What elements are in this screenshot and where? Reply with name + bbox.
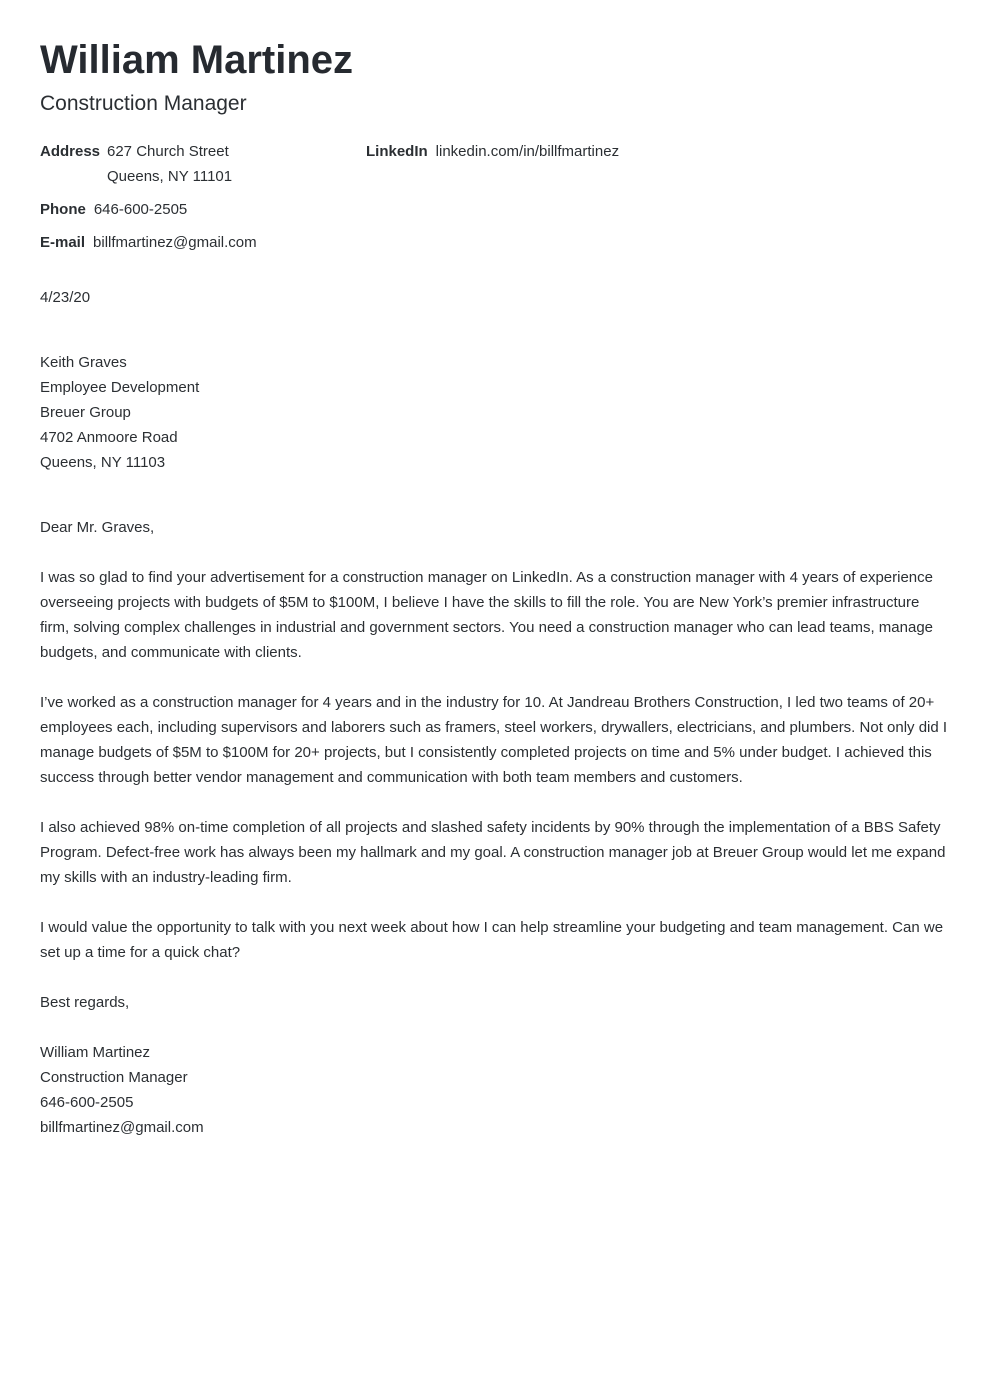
address-line-1: 627 Church Street — [107, 143, 229, 160]
email-label: E-mail — [40, 234, 86, 251]
email-value[interactable]: billfmartinez@gmail.com — [93, 234, 257, 251]
linkedin-label: LinkedIn — [366, 143, 428, 160]
email-row — [40, 230, 257, 255]
phone-row — [40, 197, 187, 222]
applicant-title: Construction Manager — [40, 92, 247, 115]
phone-value: 646-600-2505 — [93, 201, 188, 218]
recipient-name: Keith Graves — [40, 354, 127, 371]
paragraph-4: I would value the opportunity to talk with you next week about how I can help streamline your budgeting and team management. Can we set up a time for a quick chat? — [40, 919, 944, 961]
recipient-street: 4702 Anmoore Road — [40, 429, 178, 446]
paragraph-3: I also achieved 98% on-time completion of all projects and slashed safety incidents by 90% through the implementation of a BBS Safety Program. Defect-free work has always been my hallmark and my goal. A construction manager job at Breuer Group would let me expand my skills with an industry-leading firm. — [40, 819, 946, 886]
recipient-city: Queens, NY 11103 — [40, 454, 166, 471]
signature-block — [40, 1040, 950, 1140]
paragraph-2: I’ve worked as a construction manager for 4 years and in the industry for 10. At Jandreau Brothers Construction, I led two teams of 20+ employees each, including supervisors and laborers such as framers, steel workers, drywallers, electricians, and plumbers. Not only did I manage budgets of $5M to $100M for 20+ projects, but I consistently completed projects on time and 5% under budget. I achieved this success through better vendor management and communication with both team members and customers. — [40, 694, 948, 786]
recipient-department: Employee Development — [40, 379, 200, 396]
address-row — [40, 139, 232, 189]
signature-email: billfmartinez@gmail.com — [40, 1119, 204, 1136]
letter-date: 4/23/20 — [40, 289, 91, 306]
address-value — [107, 139, 232, 189]
recipient-company: Breuer Group — [40, 404, 131, 421]
signature-title: Construction Manager — [40, 1069, 188, 1086]
linkedin-row — [366, 139, 619, 164]
signature-phone: 646-600-2505 — [40, 1094, 134, 1111]
phone-label: Phone — [40, 201, 86, 218]
recipient-block — [40, 350, 199, 475]
signature-name: William Martinez — [40, 1044, 151, 1061]
letter-body — [40, 515, 950, 1140]
address-label: Address — [40, 143, 101, 160]
paragraph-1: I was so glad to find your advertisement for a construction manager on LinkedIn. As a construction manager with 4 years of experience overseeing projects with budgets of $5M to $100M, I believe I have the skills to fill the role. You are New York’s premier infrastructure firm, solving complex challenges in industrial and government sectors. You need a construction manager who can lead teams, manage budgets, and communicate with clients. — [40, 569, 934, 661]
linkedin-link[interactable]: linkedin.com/in/billfmartinez — [435, 143, 620, 160]
applicant-name: William Martinez — [40, 38, 354, 82]
salutation: Dear Mr. Graves, — [40, 519, 155, 536]
closing: Best regards, — [40, 994, 130, 1011]
address-line-2: Queens, NY 11101 — [107, 168, 233, 185]
